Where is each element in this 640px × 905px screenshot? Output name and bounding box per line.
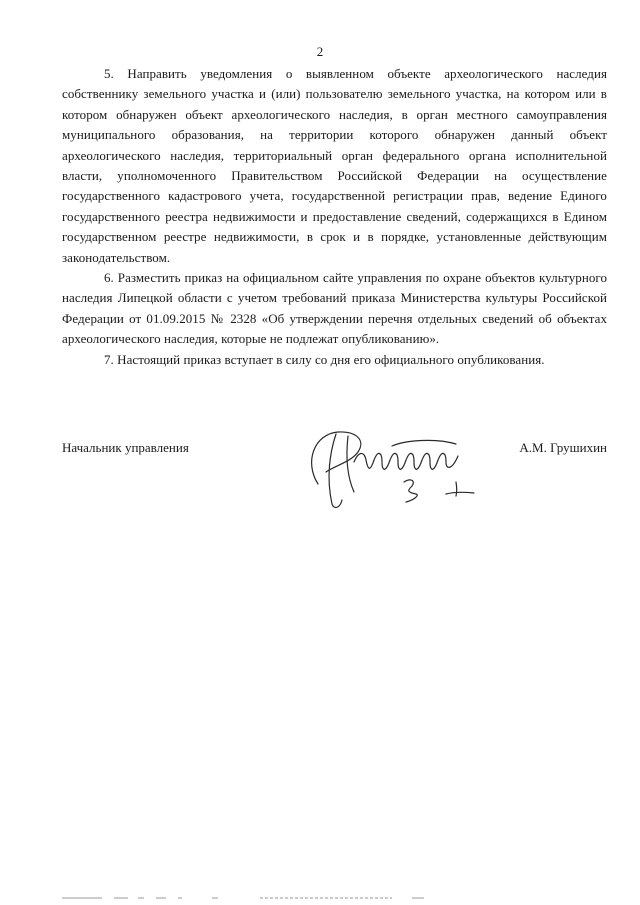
- paragraph-7: 7. Настоящий приказ вступает в силу со дня его официального опубликования.: [104, 351, 545, 367]
- signature-block: [62, 430, 607, 520]
- scan-artifact-line: [62, 895, 582, 901]
- signatory-name: А.М. Грушихин: [519, 440, 607, 455]
- signatory-position: Начальник управления: [62, 440, 189, 455]
- handwritten-signature: [296, 422, 486, 517]
- paragraph-5: 5. Направить уведомления о выявленном объекте археологического наследия собственнику земельного участка и (или) пользователю земельного участка, на котором или в котором обнаружен объект археологического наследия, в орган местного самоуправления муниципального образования, на территории которого обнаружен данный объект археологического наследия, территориальный орган федерального органа исполнительной власти, уполномоченного Правительством Российской Федерации на осуществление государственного кадастрового учета, государственной регистрации прав, ведение Единого государственного реестра недвижимости и предоставление сведений, содержащихся в Едином государственном реестре недвижимости, в срок и в порядке, установленные действующим законодательством.: [62, 66, 607, 265]
- page-number: 2: [316, 44, 324, 59]
- document-body: [62, 64, 607, 370]
- paragraph-6: 6. Разместить приказ на официальном сайте управления по охране объектов культурного наследия Липецкой области с учетом требований приказа Министерства культуры Российской Федерации от 01.09.2015 № 2328 «Об утверждении перечня отдельных сведений об объектах археологического наследия, которые не подлежат опубликованию».: [62, 270, 607, 347]
